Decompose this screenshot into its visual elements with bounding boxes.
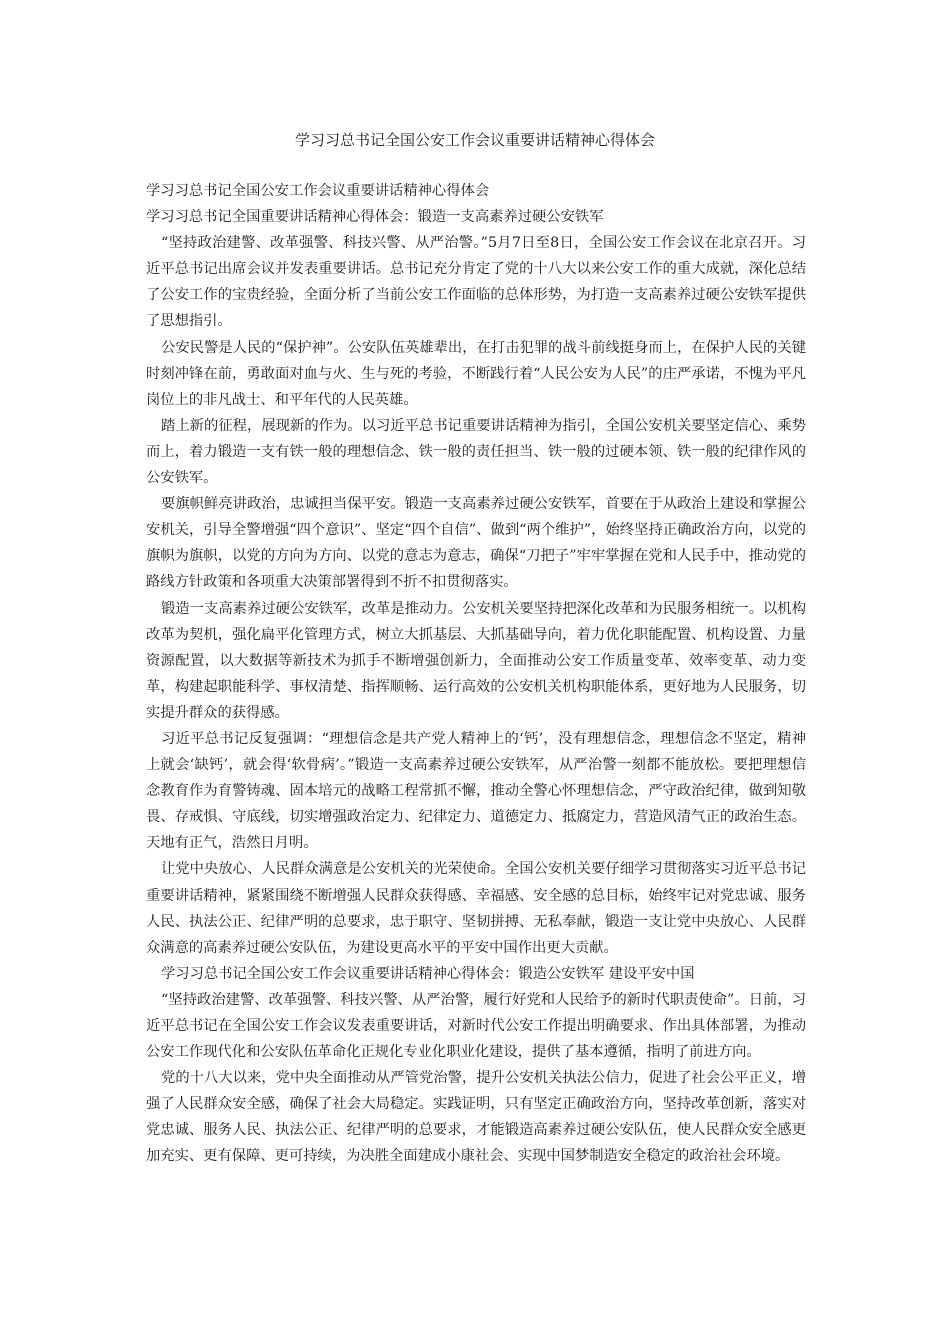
- paragraph: 让党中央放心、人民群众满意是公安机关的光荣使命。全国公安机关要仔细学习贯彻落实习近平总书记重要讲话精神，紧紧围绕不断增强人民群众获得感、幸福感、安全感的总目标，始终牢记对党忠诚、服务人民、执法公正、纪律严明的总要求，忠于职守、坚韧拼搏、无私奉献，锻造一支让党中央放心、人民群众满意的高素养过硬公安队伍，为建设更高水平的平安中国作出更大贡献。: [146, 861, 806, 956]
- paragraph: 锻造一支高素养过硬公安铁军，改革是推动力。公安机关要坚持把深化改革和为民服务相统一。以机构改革为契机，强化扁平化管理方式，树立大抓基层、大抓基础导向，着力优化职能配置、机构设置、力量资源配置，以大数据等新技术为抓手不断增强创新力，全面推动公安工作质量变革、效率变革、动力变革，构建起职能科学、事权清楚、指挥顺畅、运行高效的公安机关机构职能体系，更好地为人民服务，切实提升群众的获得感。: [146, 600, 806, 721]
- paragraph: 公安民警是人民的“保护神”。公安队伍英雄辈出，在打击犯罪的战斗前线挺身而上，在保护人民的关键时刻冲锋在前，勇敢面对血与火、生与死的考验，不断践行着“人民公安为人民”的庄严承诺，不愧为平凡岗位上的非凡战士、和平年代的人民英雄。: [146, 339, 806, 408]
- paragraph: 踏上新的征程，展现新的作为。以习近平总书记重要讲话精神为指引，全国公安机关要坚定信心、乘势而上，着力锻造一支有铁一般的理想信念、铁一般的责任担当、铁一般的过硬本领、铁一般的纪律作风的公安铁军。: [146, 417, 806, 487]
- subtitle-line: 学习习总书记全国公安工作会议重要讲话精神心得体会: [146, 183, 490, 199]
- document-title: 学习习总书记全国公安工作会议重要讲话精神心得体会: [294, 131, 655, 149]
- paragraph: 要旗帜鲜亮讲政治，忠诚担当保平安。锻造一支高素养过硬公安铁军，首要在于从政治上建设和掌握公安机关，引导全警增强“四个意识”、坚定“四个自信”、做到“两个维护”，始终坚持正确政治方向，以党的旗帜为旗帜，以党的方向为方向、以党的意志为意志，确保“刀把子”牢牢掌握在党和人民手中，推动党的路线方针政策和各项重大决策部署得到不折不扣贯彻落实。: [146, 496, 806, 591]
- document-body: [146, 178, 806, 1170]
- paragraph: “坚持政治建警、改革强警、科技兴警、从严治警。”5月7日至8日，全国公安工作会议在北京召开。习近平总书记出席会议并发表重要讲话。总书记充分肯定了党的十八大以来公安工作的重大成就，深化总结了公安工作的宝贵经验，全面分析了当前公安工作面临的总体形势，为打造一支高素养过硬公安铁军提供了思想指引。: [146, 235, 806, 330]
- paragraph: 党的十八大以来，党中央全面推动从严管党治警，提升公安机关执法公信力，促进了社会公平正义，增强了人民群众安全感，确保了社会大局稳定。实践证明，只有坚定正确政治方向，坚持改革创新，落实对党忠诚、服务人民、执法公正、纪律严明的总要求，才能锻造高素养过硬公安队伍，使人民群众安全感更加充实、更有保障、更可持续，为决胜全面建成小康社会、实现中国梦制造安全稳定的政治社会环境。: [146, 1070, 806, 1165]
- paragraph: “坚持政治建警、改革强警、科技兴警、从严治警，履行好党和人民给予的新时代职责使命”。日前，习近平总书记在全国公安工作会议发表重要讲话，对新时代公安工作提出明确要求、作出具体部署，为推动公安工作现代化和公安队伍革命化正规化专业化职业化建设，提供了基本遵循，指明了前进方向。: [146, 991, 806, 1061]
- section-heading: 学习习总书记全国公安工作会议重要讲话精神心得体会：锻造公安铁军 建设平安中国: [161, 965, 695, 982]
- paragraph: 习近平总书记反复强调：“理想信念是共产党人精神上的‘钙’，没有理想信念，理想信念不坚定，精神上就会‘缺钙’，就会得‘软骨病’。”锻造一支高素养过硬公安铁军，从严治警一刻都不能放松。要把理想信念教育作为育警铸魂、固本培元的战略工程常抓不懈，推动全警心怀理想信念，严守政治纪律，做到知敬畏、存戒惧、守底线，切实增强政治定力、纪律定力、道德定力、抵腐定力，营造风清气正的政治生态。天地有正气，浩然日月明。: [146, 730, 806, 852]
- section-heading: 学习习总书记全国重要讲话精神心得体会：锻造一支高素养过硬公安铁军: [146, 209, 604, 226]
